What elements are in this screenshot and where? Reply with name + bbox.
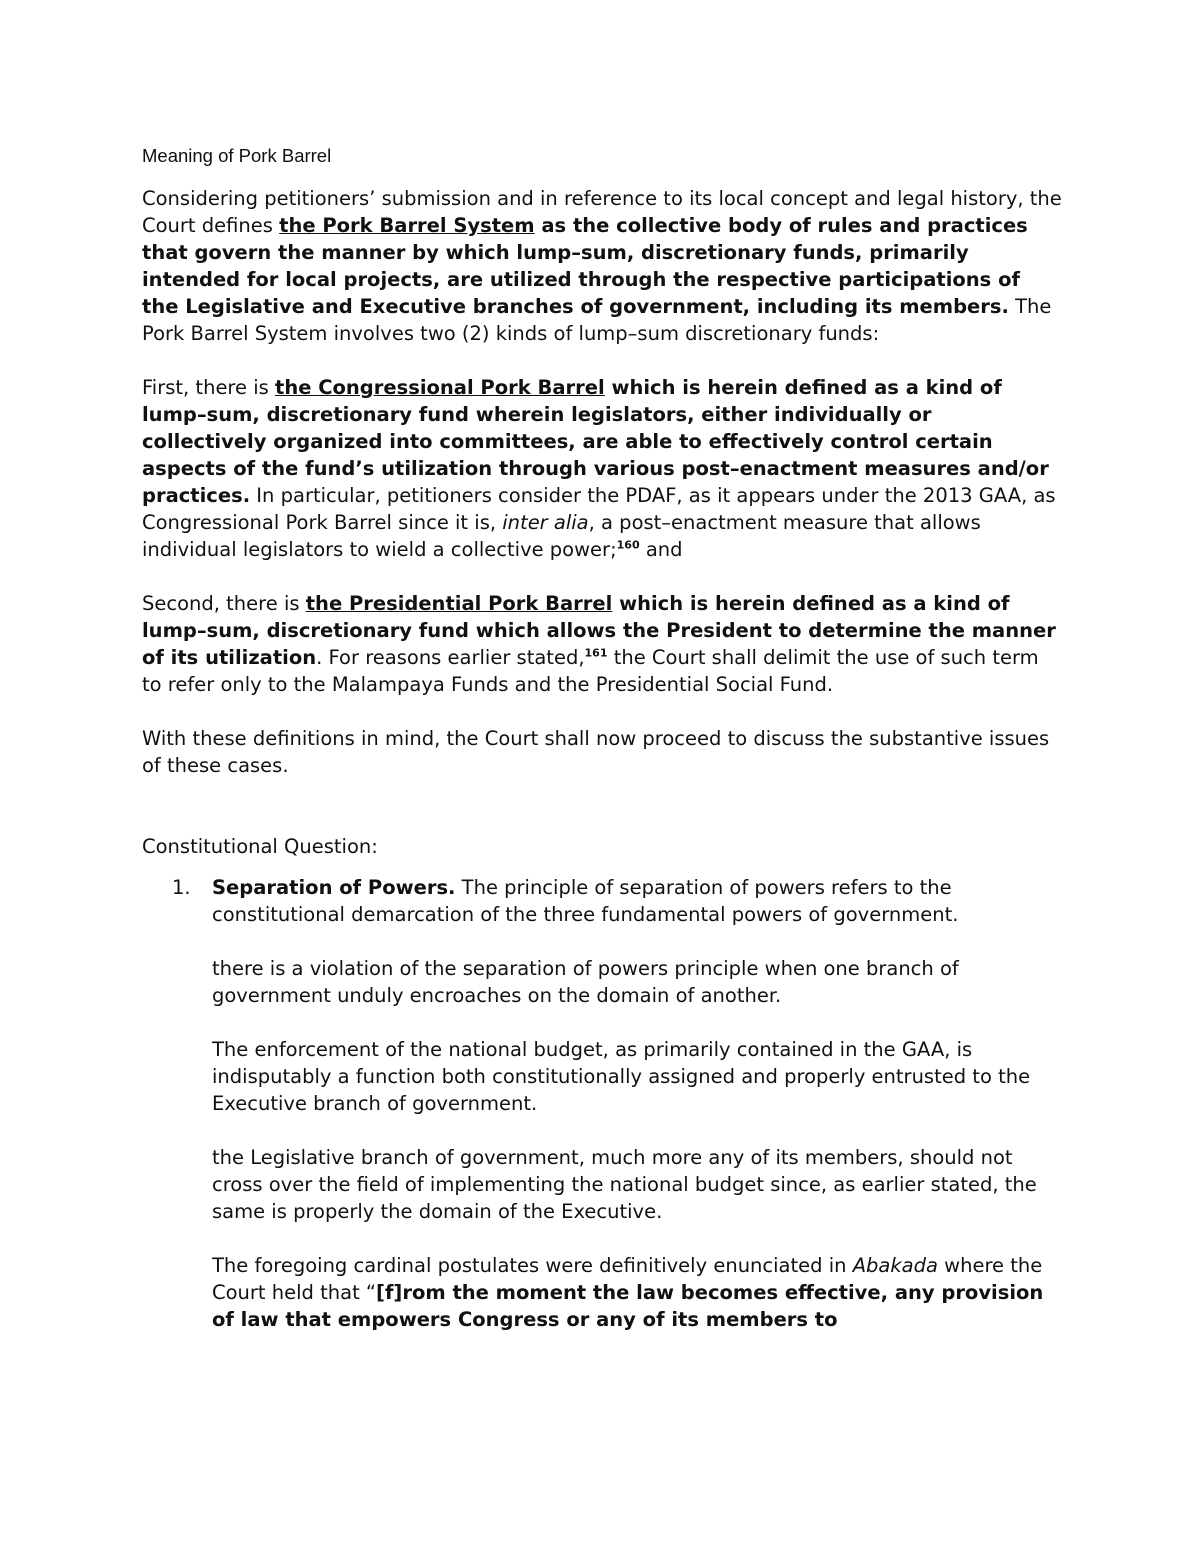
document-page [142,143,1062,1333]
item-title: Separation of Powers. [212,876,456,899]
item-paragraph-enforcement: The enforcement of the national budget, as primarily contained in the GAA, is indisputably a function both constitutionally assigned and properly entrusted to the Executive branch of government. [212,1038,1031,1115]
paragraph-transition: With these definitions in mind, the Court shall now proceed to discuss the substantive issues of these cases. [142,727,1050,777]
para1-text-1: Considering petitioners’ submission and in reference to its local concept and legal history, the Court defines [142,187,1062,237]
para3-text-3: the Court shall delimit the use of such term to refer only to the Malampaya Funds and the Presidential Social Fund. [142,646,1039,696]
question-list [142,874,1062,1333]
term-pork-barrel-system: the Pork Barrel System [279,214,535,237]
paragraph-congressional-pork-barrel [142,374,1062,563]
para2-text-2: In particular, petitioners consider the PDAF, as it appears under the 2013 GAA, as Congressional Pork Barrel since it is, [142,484,1056,534]
footnote-ref-160[interactable]: 160 [616,538,640,552]
p5-bold-quote: [f]rom the moment the law becomes effective, any provision of law that empowers Congress or any of its members to [212,1281,1044,1331]
para3-text-2: . For reasons earlier stated, [316,646,585,669]
list-item-intro [212,874,1062,928]
para2-text-4: and [639,538,683,561]
para2-text-1: First, there is [142,376,275,399]
p5-text-1: The foregoing cardinal postulates were definitively enunciated in [212,1254,853,1277]
para2-italic-inter-alia: inter alia [502,511,589,534]
para1-bold-definition: as the collective body of rules and practices that govern the manner by which lump–sum, discretionary funds, primarily intended for local projects, are utilized through the respective participations of the Legislative and Executive branches of government, including its members. [142,214,1028,318]
paragraph-pork-barrel-definition [142,185,1062,347]
footnote-ref-161[interactable]: 161 [584,646,608,660]
spacer [142,806,1062,833]
p5-text-2: where the Court held that “ [212,1254,1043,1304]
p5-italic-abakada: Abakada [852,1254,938,1277]
section-heading: Meaning of Pork Barrel [142,145,332,166]
para2-bold-definition: which is herein defined as a kind of lump–sum, discretionary fund wherein legislators, either individually or collectively organized into committees, are able to effectively control certain aspects of the fund’s utilization through various post–enactment measures and/or practices. [142,376,1049,507]
list-item-separation-of-powers [142,874,1062,1333]
item-paragraph-legislative: the Legislative branch of government, much more any of its members, should not cross over the field of implementing the national budget since, as earlier stated, the same is properly the domain of the Executive. [212,1146,1037,1223]
para3-bold-definition: which is herein defined as a kind of lump–sum, discretionary fund which allows the President to determine the manner of its utilization [142,592,1056,669]
term-presidential-pork-barrel: the Presidential Pork Barrel [305,592,613,615]
paragraph-presidential-pork-barrel [142,590,1062,698]
item-paragraph-violation: there is a violation of the separation of powers principle when one branch of government unduly encroaches on the domain of another. [212,957,959,1007]
para1-text-2: The Pork Barrel System involves two (2) kinds of lump–sum discretionary funds: [142,295,1052,345]
item-text: The principle of separation of powers refers to the constitutional demarcation of the three fundamental powers of government. [212,876,959,926]
para2-text-3: , a post–enactment measure that allows individual legislators to wield a collective power; [142,511,981,561]
term-congressional-pork-barrel: the Congressional Pork Barrel [275,376,605,399]
para3-text-1: Second, there is [142,592,306,615]
constitutional-question-heading: Constitutional Question: [142,835,378,858]
list-number: 1. [172,876,191,899]
item-paragraph-abakada [212,1252,1062,1333]
